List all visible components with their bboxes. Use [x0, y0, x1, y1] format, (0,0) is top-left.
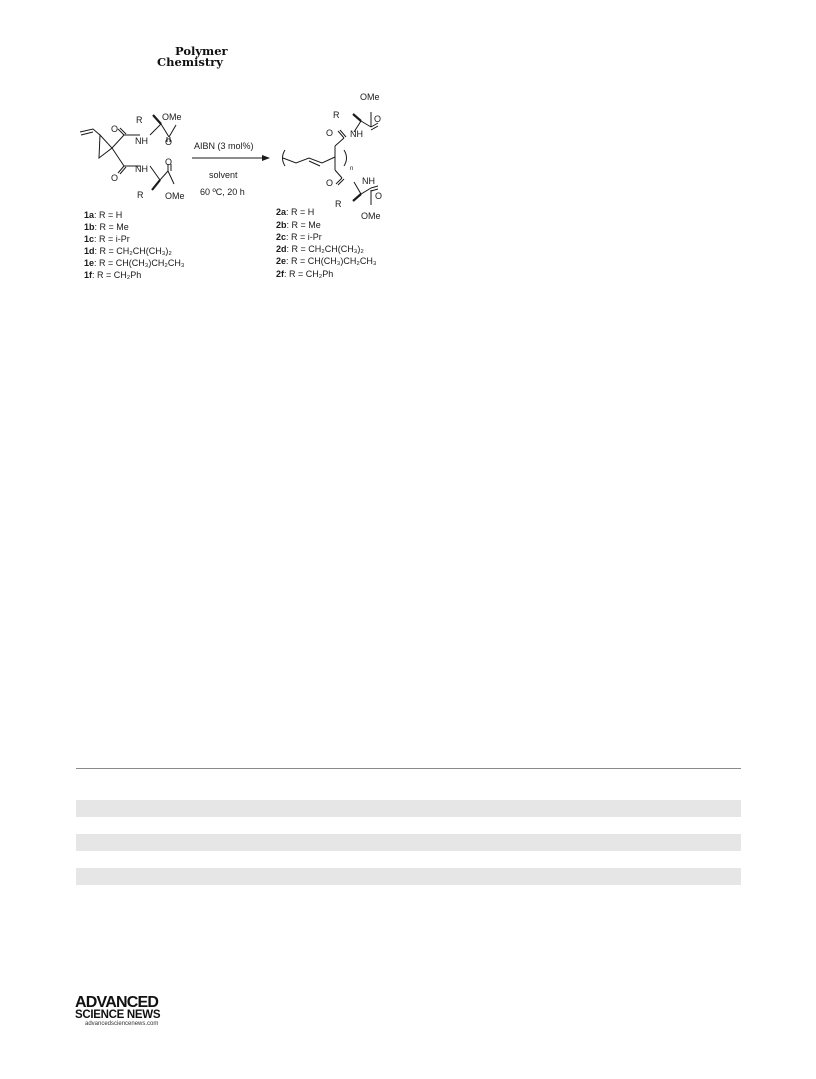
polymer-o-upper-ester: O: [374, 114, 382, 124]
polymer-legend-item: 2e: R = CH(CH₃)CH₂CH₃: [276, 256, 377, 266]
monomer-nh-lower: NH: [135, 164, 148, 174]
monomer-legend-item: 1b: R = Me: [84, 222, 129, 232]
monomer-atom-labels: [111, 112, 185, 201]
monomer-ome-upper: OMe: [162, 112, 182, 122]
polymer-ome-lower: OMe: [361, 211, 381, 221]
polymer-legend-item: 2f: R = CH₂Ph: [276, 269, 334, 279]
monomer-r-lower: R: [137, 190, 144, 200]
polymer-legend-item: 2b: R = Me: [276, 220, 321, 230]
polymer-ome-upper: OMe: [360, 92, 380, 102]
polymer-o-lower-amide: O: [326, 178, 334, 188]
polymer-nh-lower: NH: [362, 176, 375, 186]
publisher-url: advancedsciencenews.com: [85, 1021, 159, 1027]
publisher-logo: [75, 996, 185, 1028]
journal-logo-line2: Chemistry: [157, 55, 223, 69]
polymer-legend-item: 2d: R = CH₂CH(CH₃)₂: [276, 244, 364, 254]
monomer-legend-item: 1c: R = i-Pr: [84, 234, 130, 244]
reagent-label: AIBN (3 mol%): [194, 141, 254, 151]
solvent-label: solvent: [209, 170, 238, 180]
journal-logo-line1: Polymer: [175, 44, 228, 58]
monomer-o-lower-ester: O: [165, 157, 173, 167]
polymer-r-upper: R: [333, 110, 340, 120]
polymer-atom-labels: [326, 92, 382, 221]
polymer-structure: [283, 112, 382, 205]
publisher-logo-line1: ADVANCED: [75, 994, 159, 1011]
monomer-r-upper: R: [136, 115, 143, 125]
reaction-arrow-head: [262, 155, 270, 161]
polymer-o-lower-ester: O: [375, 191, 383, 201]
monomer-o-upper-amide: O: [111, 124, 119, 134]
publisher-logo-line2: SCIENCE NEWS: [75, 1009, 161, 1021]
polymer-legend-item: 2a: R = H: [276, 207, 315, 217]
polymer-nh-upper: NH: [350, 129, 363, 139]
polymer-o-upper-amide: O: [326, 128, 334, 138]
polymer-repeat-n: n: [350, 166, 354, 172]
monomer-legend: [84, 210, 185, 280]
conditions-label: 60 ºC, 20 h: [200, 187, 245, 197]
monomer-ome-lower: OMe: [165, 191, 185, 201]
monomer-nh-upper: NH: [135, 136, 148, 146]
table-row-stripe: [76, 800, 741, 817]
monomer-o-upper-ester: O: [165, 137, 173, 147]
monomer-legend-item: 1f: R = CH₂Ph: [84, 270, 142, 280]
monomer-legend-item: 1e: R = CH(CH₃)CH₂CH₃: [84, 258, 185, 268]
monomer-legend-item: 1a: R = H: [84, 210, 123, 220]
reaction-scheme: [0, 0, 420, 300]
table-row-stripe: [76, 868, 741, 885]
monomer-legend-item: 1d: R = CH₂CH(CH₃)₂: [84, 246, 172, 256]
polymer-r-lower: R: [335, 199, 342, 209]
monomer-o-lower-amide: O: [111, 173, 119, 183]
table-row-stripe: [76, 834, 741, 851]
polymer-legend-item: 2c: R = i-Pr: [276, 232, 322, 242]
monomer-structure: [80, 115, 176, 190]
table-top-rule: [76, 768, 741, 769]
